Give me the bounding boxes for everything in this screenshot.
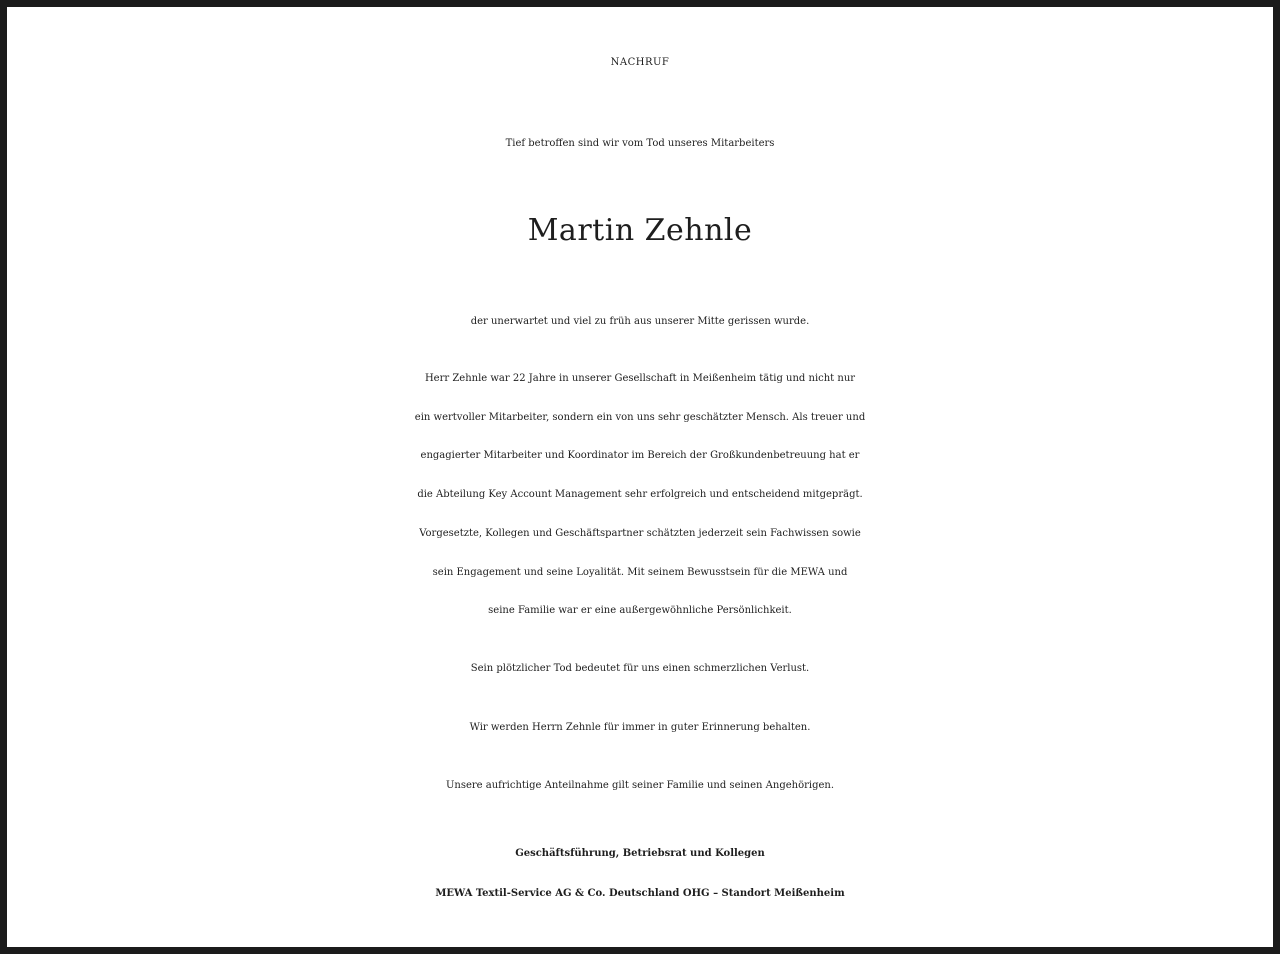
deceased-name: Martin Zehnle [527,213,753,248]
intro-text: Tief betroffen sind wir vom Tod unseres Mitarbeiters [505,138,775,149]
body-line: die Abteilung Key Account Management sehr erfolgreich und entscheidend mitgeprägt. [417,489,863,501]
body-line: engagierter Mitarbeiter und Koordinator im Bereich der Großkundenbetreuung hat er [420,450,860,462]
body-line: Herr Zehnle war 22 Jahre in unserer Gesellschaft in Meißenheim tätig und nicht nur [424,373,856,384]
tagline-text: der unerwartet und viel zu früh aus unserer Mitte gerissen wurde. [470,316,810,327]
body-line: sein Engagement und seine Loyalität. Mit seinem Bewusstsein für die MEWA und [432,566,848,578]
body-paragraph [47,360,1233,631]
closing-line-loss: Sein plötzlicher Tod bedeutet für uns einen schmerzlichen Verlust. [470,663,810,674]
notice-heading: NACHRUF [610,57,670,68]
closing-line-condolence: Unsere aufrichtige Anteilnahme gilt seiner Familie und seinen Angehörigen. [445,780,835,791]
body-line: Vorgesetzte, Kollegen und Geschäftspartner schätzten jederzeit sein Fachwissen sowie [419,527,861,539]
closing-line-memory: Wir werden Herrn Zehnle für immer in guter Erinnerung behalten. [469,722,811,733]
body-line: seine Familie war er eine außergewöhnliche Persönlichkeit. [488,605,792,617]
signature-company: MEWA Textil-Service AG & Co. Deutschland OHG – Standort Meißenheim [435,888,845,899]
body-line: ein wertvoller Mitarbeiter, sondern ein von uns sehr geschätzter Mensch. Als treuer und [414,411,866,423]
signature-signers: Geschäftsführung, Betriebsrat und Kollegen [515,848,765,859]
